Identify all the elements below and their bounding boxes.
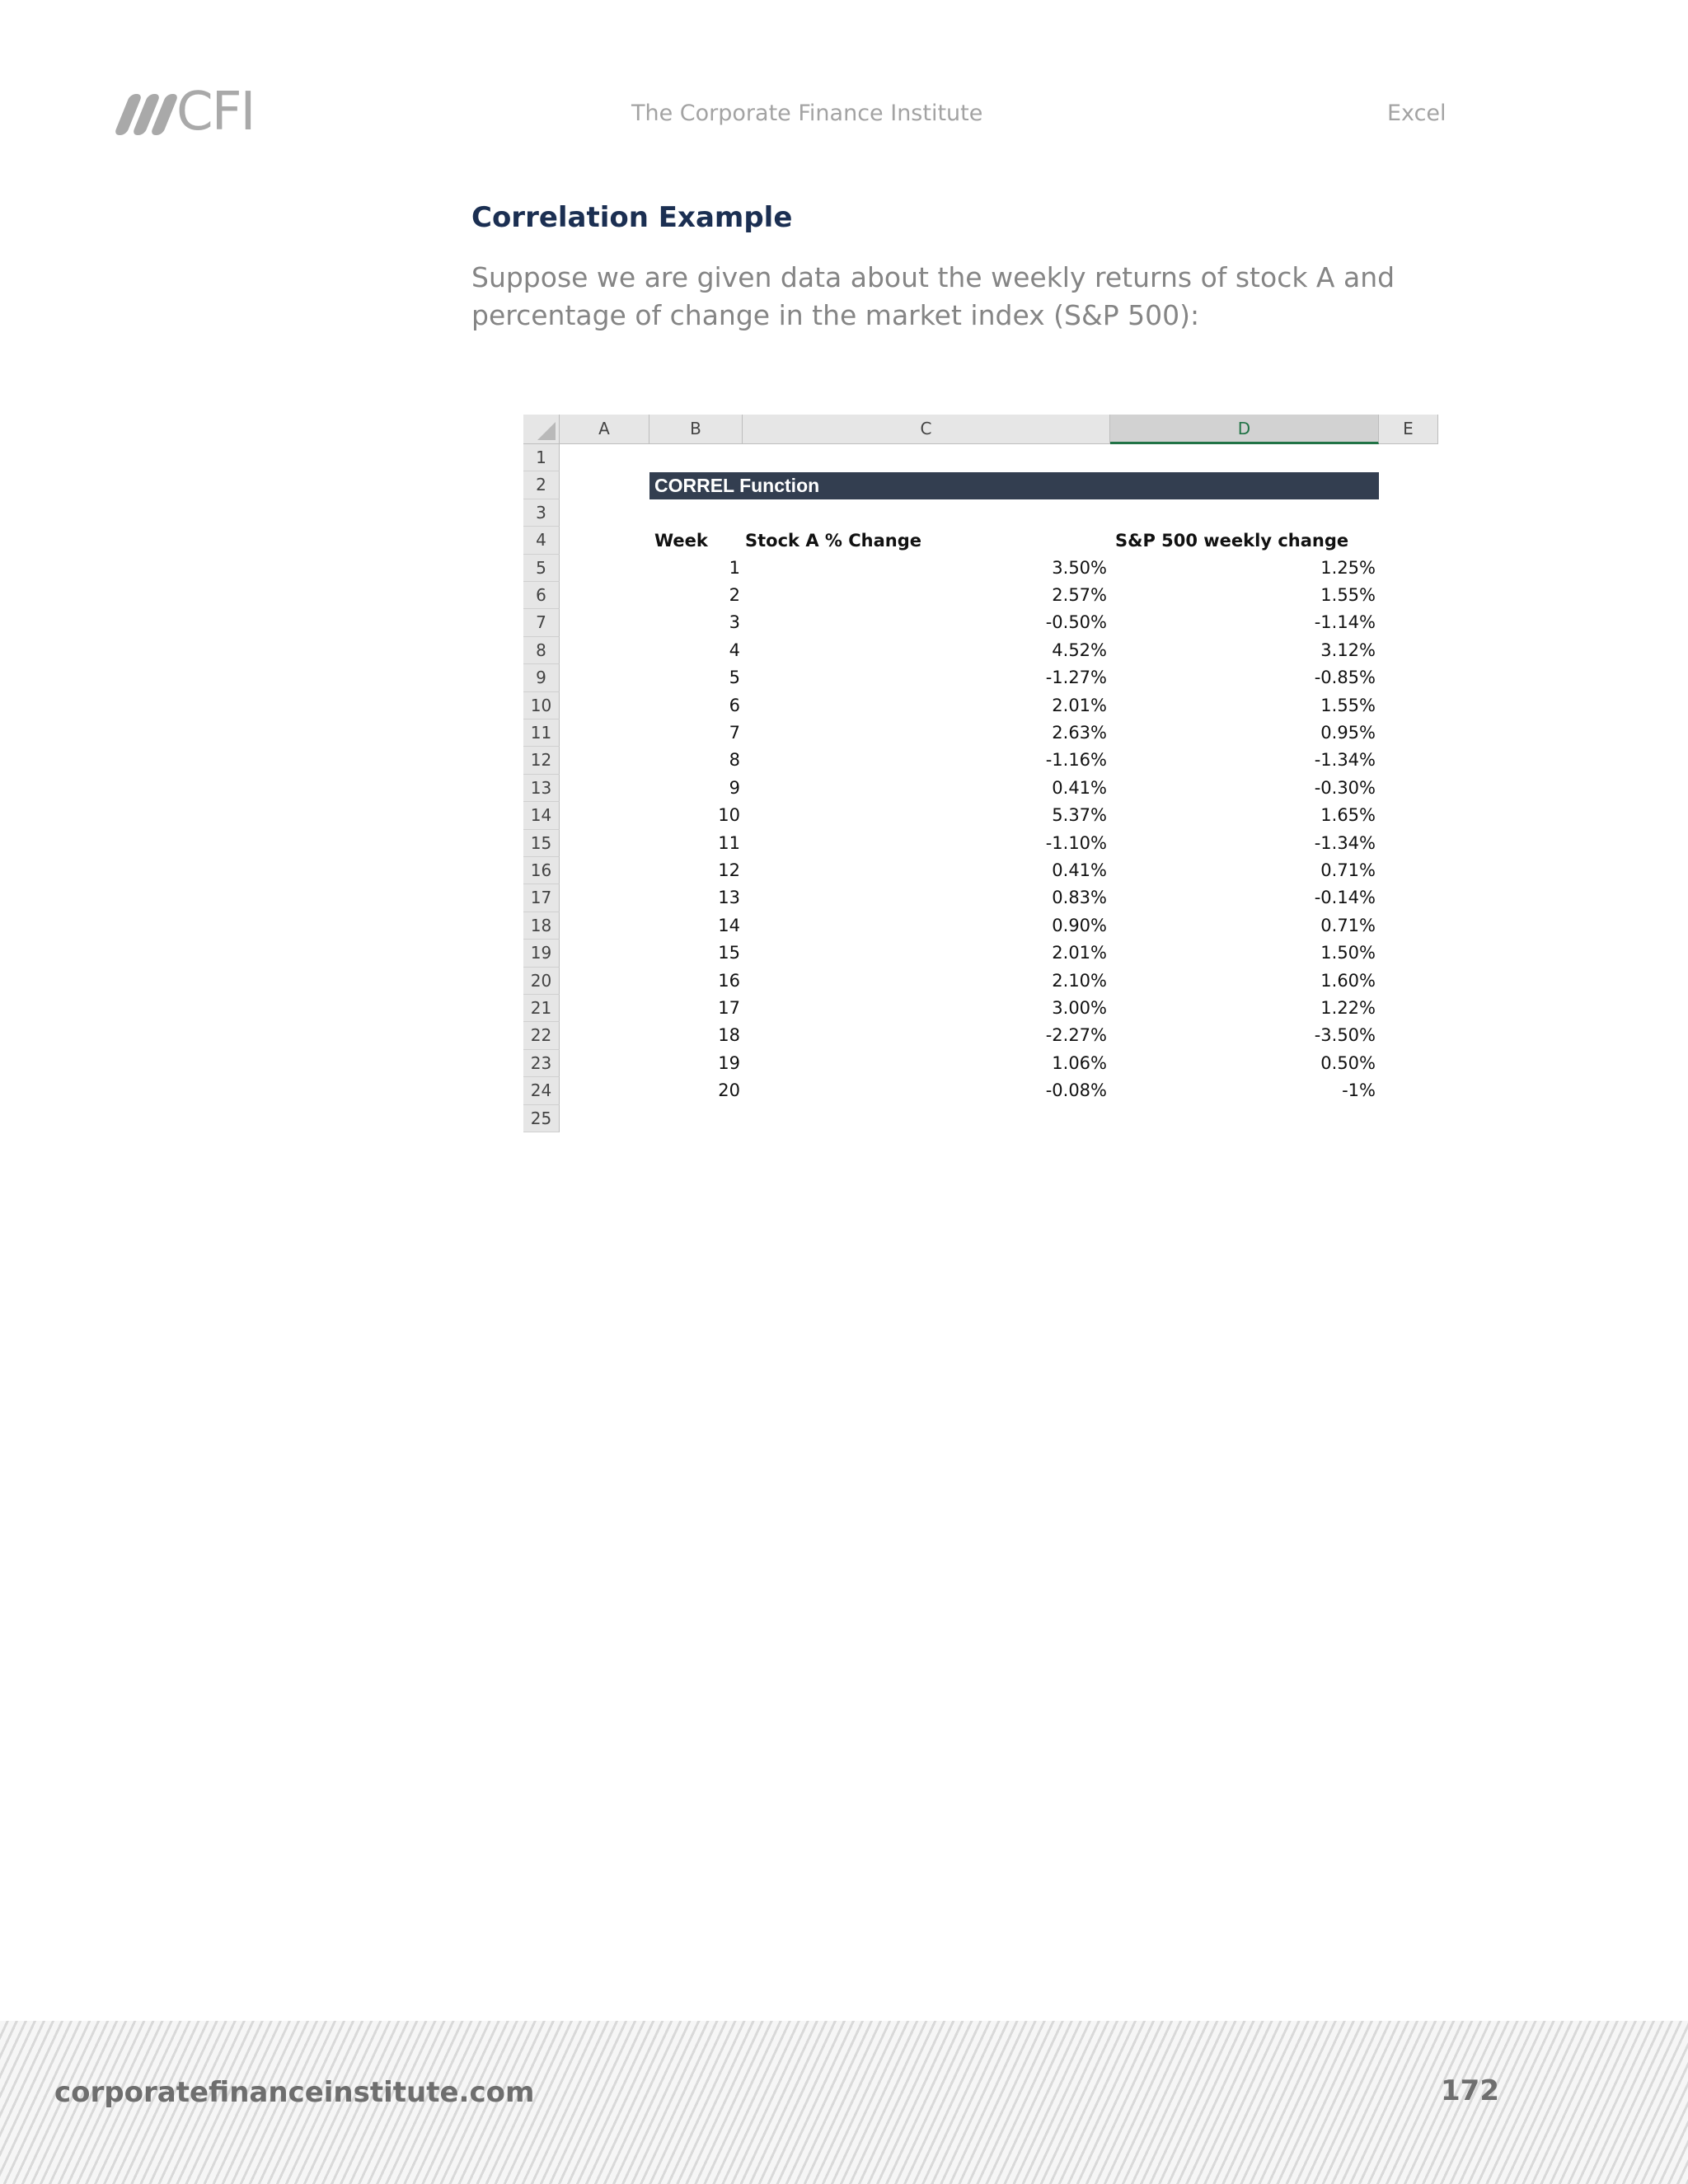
week-cell[interactable]: 10	[718, 805, 740, 826]
header-week: Week	[654, 531, 708, 551]
header-title: The Corporate Finance Institute	[631, 101, 983, 126]
sp500-change-cell[interactable]: 1.25%	[1320, 557, 1376, 578]
sp500-change-cell[interactable]: 3.12%	[1320, 640, 1376, 660]
row-header[interactable]: 9	[523, 664, 560, 691]
row-header[interactable]: 11	[523, 719, 560, 747]
week-cell[interactable]: 4	[729, 640, 740, 660]
sp500-change-cell[interactable]: 1.55%	[1320, 695, 1376, 715]
stock-change-cell[interactable]: 2.01%	[1052, 695, 1107, 715]
stock-change-cell[interactable]: 4.52%	[1052, 640, 1107, 660]
stock-change-cell[interactable]: 0.41%	[1052, 860, 1107, 880]
cfi-logo	[112, 82, 260, 143]
row-header[interactable]: 2	[523, 471, 560, 499]
sp500-change-cell[interactable]: 0.71%	[1320, 860, 1376, 880]
row-header[interactable]: 20	[523, 968, 560, 995]
section-title: Correlation Example	[471, 201, 793, 234]
sp500-change-cell[interactable]: -1.34%	[1314, 750, 1376, 771]
stock-change-cell[interactable]: -0.08%	[1045, 1080, 1107, 1101]
stock-change-cell[interactable]: 3.50%	[1052, 557, 1107, 578]
week-cell[interactable]: 11	[718, 832, 740, 853]
column-header-d[interactable]: D	[1110, 415, 1379, 444]
sp500-change-cell[interactable]: 0.95%	[1320, 723, 1376, 743]
week-cell[interactable]: 9	[729, 777, 740, 798]
stock-change-cell[interactable]: 2.63%	[1052, 723, 1107, 743]
row-header[interactable]: 21	[523, 995, 560, 1022]
row-header[interactable]: 22	[523, 1022, 560, 1049]
stock-change-cell[interactable]: 2.57%	[1052, 585, 1107, 605]
week-cell[interactable]: 18	[718, 1025, 740, 1046]
row-header[interactable]: 13	[523, 775, 560, 802]
week-cell[interactable]: 19	[718, 1052, 740, 1073]
row-header[interactable]: 16	[523, 857, 560, 884]
row-header[interactable]: 8	[523, 637, 560, 664]
stock-change-cell[interactable]: -1.10%	[1045, 832, 1107, 853]
stock-change-cell[interactable]: 1.06%	[1052, 1052, 1107, 1073]
week-cell[interactable]: 16	[718, 970, 740, 991]
row-header[interactable]: 4	[523, 527, 560, 554]
row-header[interactable]: 1	[523, 444, 560, 471]
page-number: 172	[1441, 2074, 1499, 2107]
row-header[interactable]: 3	[523, 499, 560, 527]
row-header[interactable]: 10	[523, 692, 560, 719]
week-cell[interactable]: 1	[729, 557, 740, 578]
column-header-c[interactable]: C	[743, 415, 1110, 444]
correl-banner: CORREL Function	[649, 472, 1379, 499]
column-header-a[interactable]: A	[560, 415, 649, 444]
row-header[interactable]: 17	[523, 884, 560, 912]
header-stock: Stock A % Change	[745, 531, 921, 551]
week-cell[interactable]: 14	[718, 915, 740, 935]
stock-change-cell[interactable]: -1.16%	[1045, 750, 1107, 771]
sp500-change-cell[interactable]: -0.30%	[1314, 777, 1376, 798]
stock-change-cell[interactable]: 0.41%	[1052, 777, 1107, 798]
sp500-change-cell[interactable]: -1.34%	[1314, 832, 1376, 853]
sp500-change-cell[interactable]: 1.22%	[1320, 998, 1376, 1018]
row-header[interactable]: 18	[523, 912, 560, 940]
week-cell[interactable]: 15	[718, 943, 740, 963]
header-section: Excel	[1387, 101, 1447, 126]
sp500-change-cell[interactable]: -3.50%	[1314, 1025, 1376, 1046]
column-header-e[interactable]: E	[1379, 415, 1438, 444]
stock-change-cell[interactable]: 5.37%	[1052, 805, 1107, 826]
row-header[interactable]: 15	[523, 830, 560, 857]
stock-change-cell[interactable]: 3.00%	[1052, 998, 1107, 1018]
stock-change-cell[interactable]: 2.01%	[1052, 943, 1107, 963]
sp500-change-cell[interactable]: 1.60%	[1320, 970, 1376, 991]
row-header[interactable]: 23	[523, 1050, 560, 1077]
sp500-change-cell[interactable]: 1.65%	[1320, 805, 1376, 826]
row-header[interactable]: 19	[523, 940, 560, 967]
sp500-change-cell[interactable]: -0.14%	[1314, 888, 1376, 908]
select-all-corner[interactable]	[523, 415, 560, 444]
row-header[interactable]: 14	[523, 802, 560, 829]
week-cell[interactable]: 5	[729, 668, 740, 688]
sp500-change-cell[interactable]: 0.71%	[1320, 915, 1376, 935]
stock-change-cell[interactable]: -2.27%	[1045, 1025, 1107, 1046]
week-cell[interactable]: 2	[729, 585, 740, 605]
row-header[interactable]: 24	[523, 1077, 560, 1104]
sp500-change-cell[interactable]: 0.50%	[1320, 1052, 1376, 1073]
week-cell[interactable]: 3	[729, 612, 740, 633]
week-cell[interactable]: 6	[729, 695, 740, 715]
sp500-change-cell[interactable]: 1.55%	[1320, 585, 1376, 605]
logo-text: CFI	[176, 82, 255, 143]
row-header[interactable]: 25	[523, 1105, 560, 1132]
stock-change-cell[interactable]: -0.50%	[1045, 612, 1107, 633]
row-header[interactable]: 7	[523, 609, 560, 636]
stock-change-cell[interactable]: 0.83%	[1052, 888, 1107, 908]
sp500-change-cell[interactable]: -0.85%	[1314, 668, 1376, 688]
stock-change-cell[interactable]: 2.10%	[1052, 970, 1107, 991]
intro-paragraph: Suppose we are given data about the weekly returns of stock A and percentage of change in the market index (S&P 500):	[471, 261, 1395, 331]
week-cell[interactable]: 12	[718, 860, 740, 880]
sp500-change-cell[interactable]: -1.14%	[1314, 612, 1376, 633]
header-sp500: S&P 500 weekly change	[1115, 531, 1349, 551]
stock-change-cell[interactable]: -1.27%	[1045, 668, 1107, 688]
row-header[interactable]: 5	[523, 555, 560, 582]
sp500-change-cell[interactable]: 1.50%	[1320, 943, 1376, 963]
sp500-change-cell[interactable]: -1%	[1342, 1080, 1376, 1101]
stock-change-cell[interactable]: 0.90%	[1052, 915, 1107, 935]
spreadsheet	[523, 415, 1438, 1133]
footer-website[interactable]: corporatefinanceinstitute.com	[54, 2076, 535, 2109]
week-cell[interactable]: 13	[718, 888, 740, 908]
row-header[interactable]: 6	[523, 582, 560, 609]
column-header-b[interactable]: B	[649, 415, 743, 444]
week-cell[interactable]: 8	[729, 750, 740, 771]
week-cell[interactable]: 7	[729, 723, 740, 743]
week-cell[interactable]: 20	[718, 1080, 740, 1101]
week-cell[interactable]: 17	[718, 998, 740, 1018]
row-header[interactable]: 12	[523, 747, 560, 774]
